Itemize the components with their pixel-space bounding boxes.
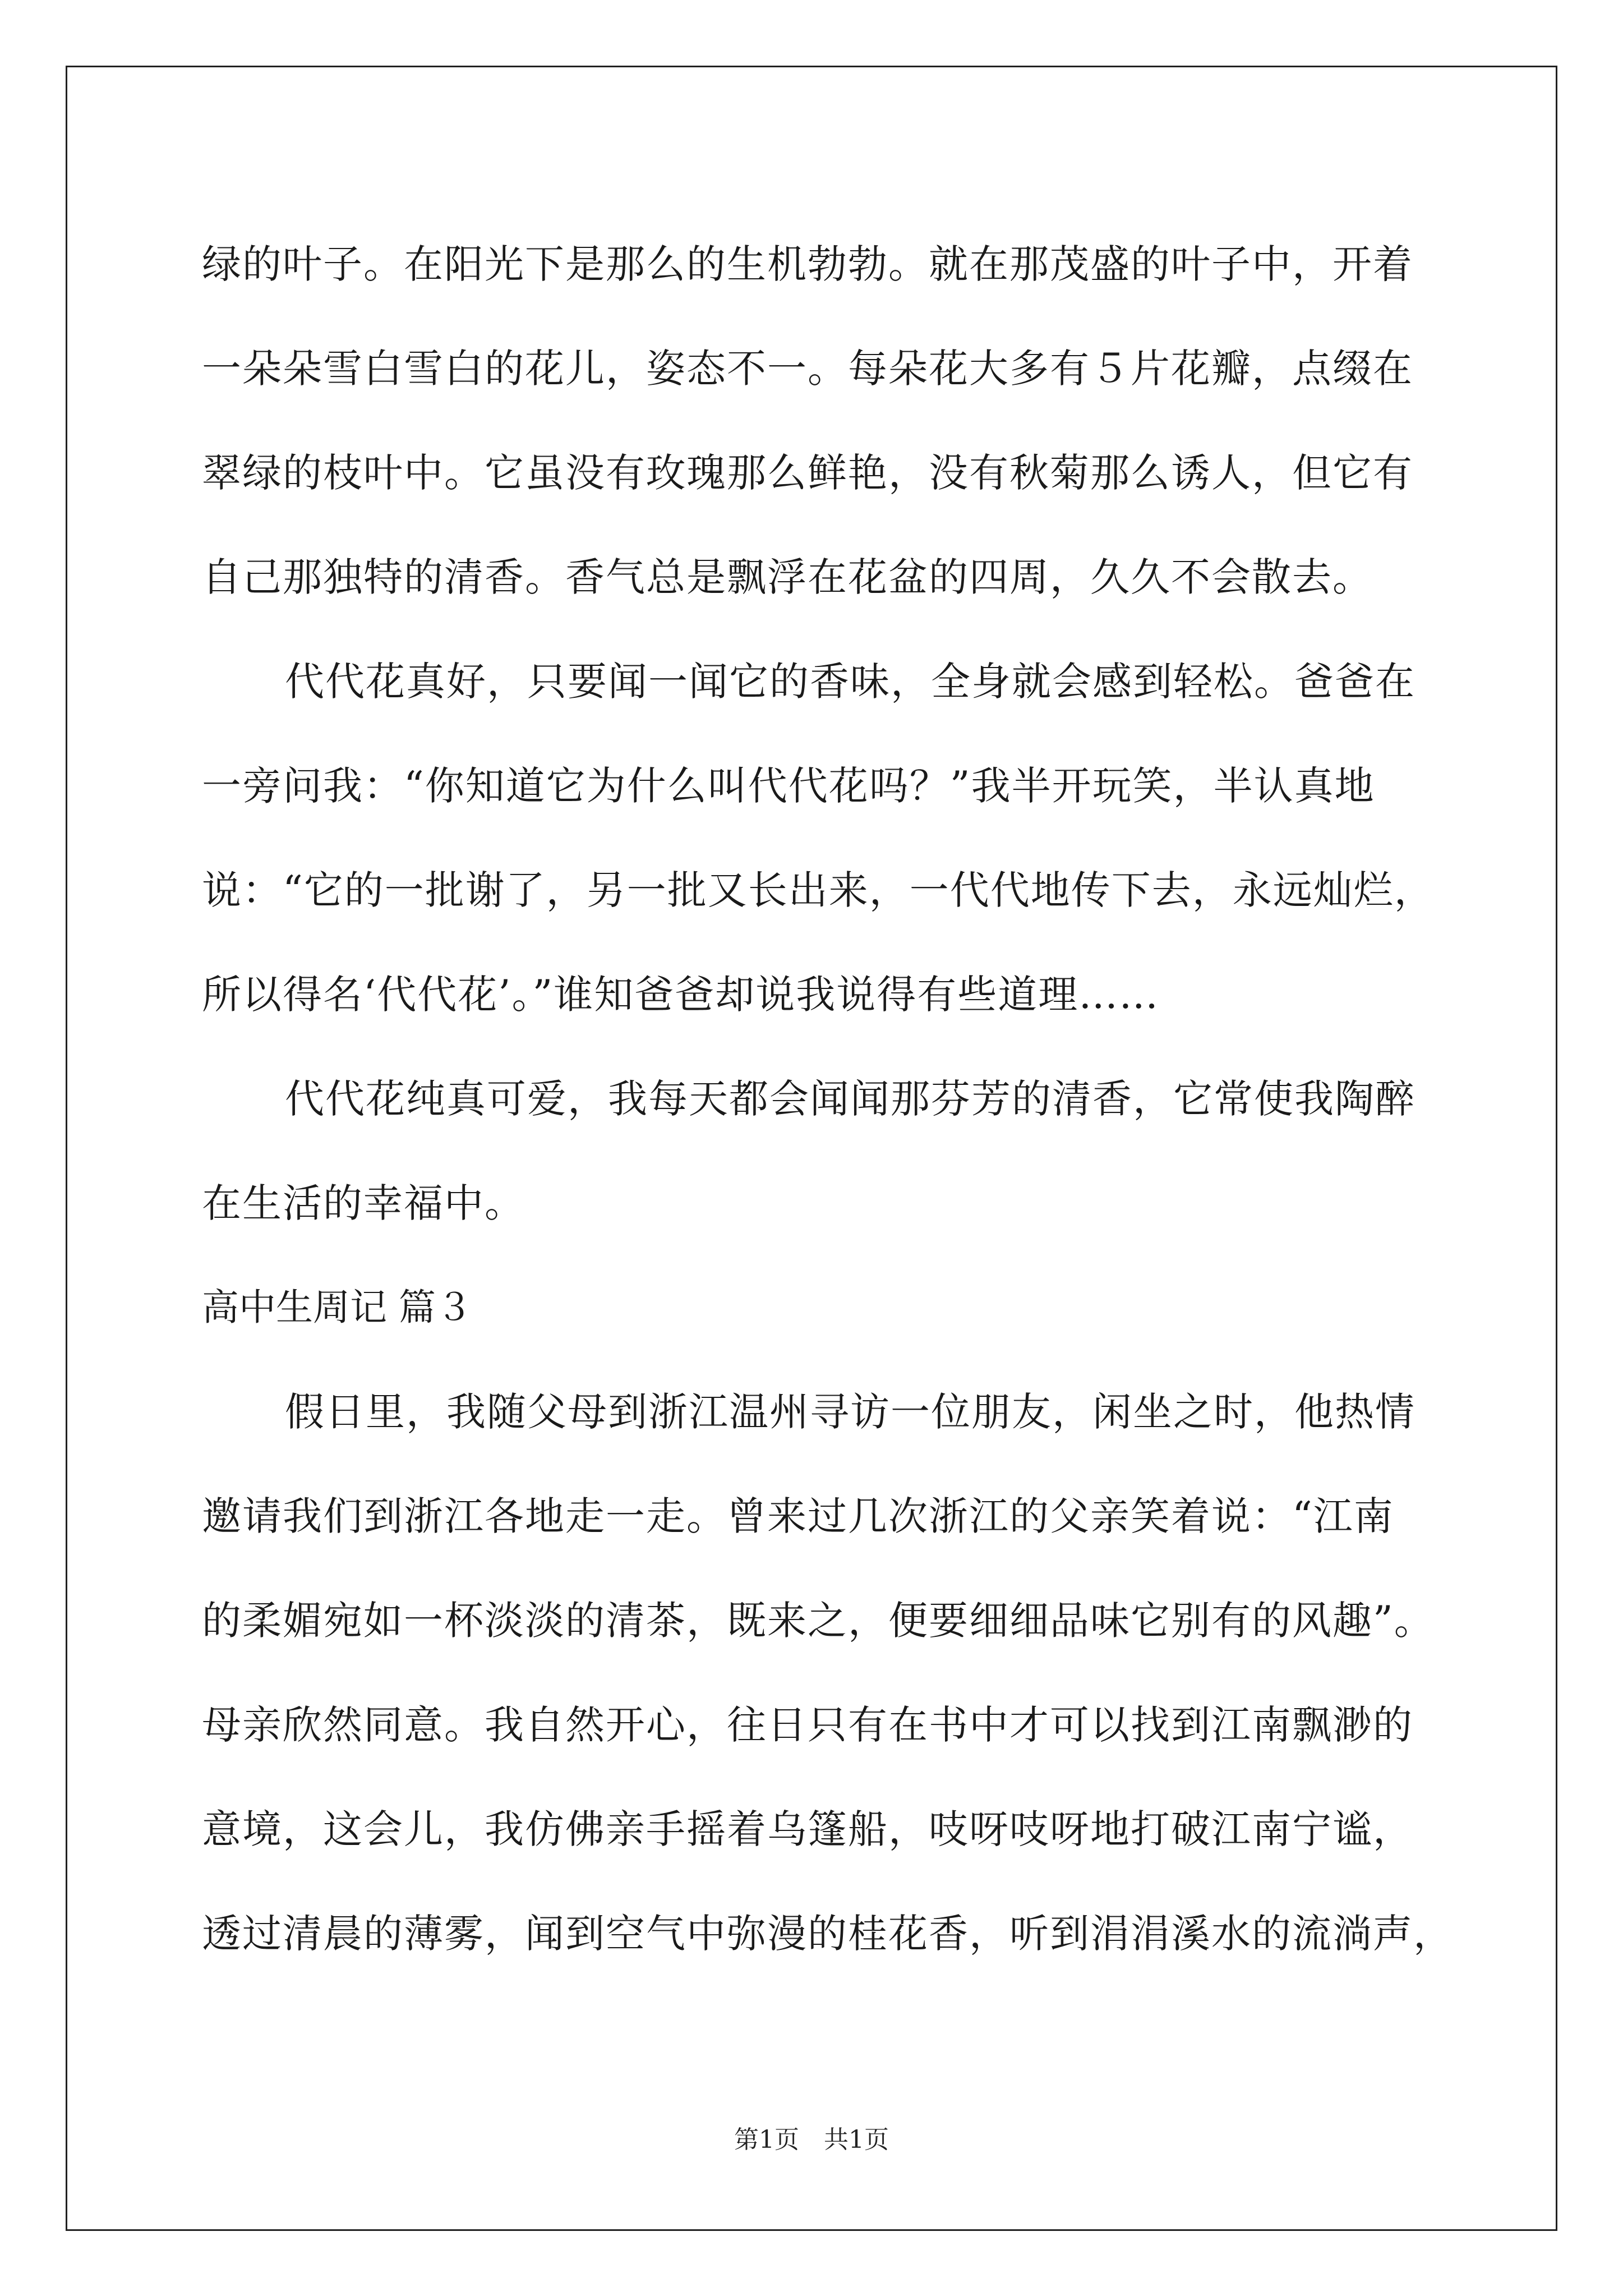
text-line: 透过清晨的薄雾，闻到空气中弥漫的桂花香，听到涓涓溪水的流淌声， — [202, 1911, 1454, 1957]
text-line: 翠绿的枝叶中。它虽没有玫瑰那么鲜艳，没有秋菊那么诱人，但它有 — [202, 450, 1413, 496]
text-line: 母亲欣然同意。我自然开心，往日只有在书中才可以找到江南飘渺的 — [202, 1702, 1413, 1748]
text-line: 邀请我们到浙江各地走一走。曾来过几次浙江的父亲笑着说：“江南 — [202, 1493, 1394, 1539]
text-line: 在生活的幸福中。 — [202, 1180, 525, 1226]
text-line: 代代花纯真可爱，我每天都会闻闻那芬芳的清香，它常使我陶醉 — [285, 1076, 1415, 1122]
text-line: 所以得名‘代代花’。”谁知爸爸却说我说得有些道理…… — [202, 972, 1160, 1018]
text-line: 绿的叶子。在阳光下是那么的生机勃勃。就在那茂盛的叶子中，开着 — [202, 241, 1413, 287]
section-heading: 高中生周记 篇３ — [202, 1286, 473, 1329]
document-body — [202, 212, 1454, 1986]
text-line: 自己那独特的清香。香气总是飘浮在花盆的四周，久久不会散去。 — [202, 554, 1373, 600]
paragraph-1 — [202, 212, 1424, 629]
paragraph-4 — [202, 1360, 1454, 1986]
page-number-footer: 第1页 共1页 — [734, 2125, 889, 2154]
text-line: 代代花真好，只要闻一闻它的香味，全身就会感到轻松。爸爸在 — [285, 659, 1415, 705]
text-line: 说：“它的一批谢了，另一批又长出来，一代代地传下去，永远灿烂， — [202, 867, 1435, 913]
text-line: 一旁问我：“你知道它为什么叫代代花吗？”我半开玩笑，半认真地 — [202, 763, 1375, 809]
paragraph-2 — [202, 629, 1435, 1047]
text-line: 假日里，我随父母到浙江温州寻访一位朋友，闲坐之时，他热情 — [285, 1389, 1415, 1435]
text-line: 意境，这会儿，我仿佛亲手摇着乌篷船，吱呀吱呀地打破江南宁谧， — [202, 1806, 1413, 1852]
paragraph-3 — [202, 1047, 1424, 1255]
text-line: 一朵朵雪白雪白的花儿，姿态不一。每朵花大多有５片花瓣，点缀在 — [202, 346, 1413, 392]
text-line: 的柔媚宛如一杯淡淡的清茶，既来之，便要细细品味它别有的风趣”。 — [202, 1598, 1435, 1644]
